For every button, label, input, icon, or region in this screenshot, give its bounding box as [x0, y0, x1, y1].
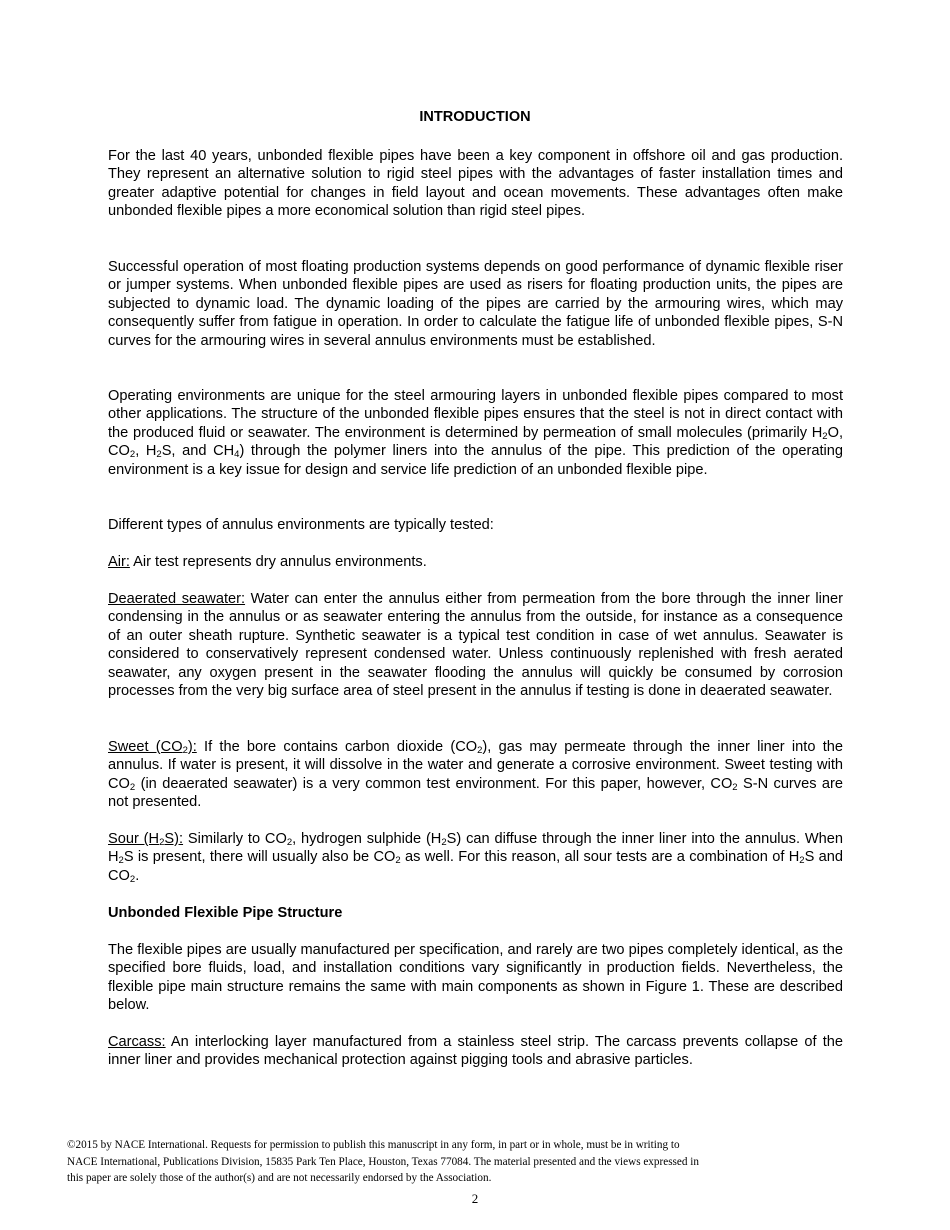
- paragraph-operating-environments: Operating environments are unique for the steel armouring layers in unbonded flexible pipes compared to most other applications. The structure of the unbonded flexible pipes ensures that the steel is not in direct contact with the produced fluid or seawater. The environment is determined by permeation of small molecules (primarily $H_2O$, $CO_2$, $H_2S$, and $CH_4$) through the polymer liners into the annulus of the pipe. This prediction of the operating environment is a key issue for design and service life prediction of an unbonded flexible pipe.: [108, 388, 844, 478]
- sour-label: Sour $(H_2S)$:: [108, 831, 184, 848]
- subsection-heading: Unbonded Flexible Pipe Structure: [108, 905, 343, 921]
- paragraph-floating-systems: Successful operation of most floating production systems depends on good performance of dynamic flexible riser or jumper systems. When unbonded flexible pipes are used as risers for floating production units, the pipes are subjected to dynamic load. The dynamic loading of the pipes are carried by the armouring wires, which may consequently suffer from fatigue in operation. In order to calculate the fatigue life of unbonded flexible pipes, S-N curves for the armouring wires in several annulus environments must be established.: [108, 259, 843, 349]
- footer-line: ©2015 by NACE International. Requests for permission to publish this manuscript in any form, in part or in whole, must be in writing to: [67, 1139, 680, 1151]
- section-heading: INTRODUCTION: [419, 109, 531, 125]
- paragraph-sour: Sour $(H_2S)$: Similarly to $CO_2$, hydrogen sulphide $(H_2S)$ can diffuse through the inner liner into the annulus. When $H_2S$ is present, there will usually also be $CO_2$ as well. For this reason, all sour tests are a combination of $H_2S$ and $CO_2$.: [108, 831, 844, 885]
- paragraph-environment-types: Different types of annulus environments are typically tested:: [108, 517, 494, 533]
- paragraph-sweet: Sweet $(CO_2)$: If the bore contains carbon dioxide $(CO_2)$, gas may permeate through the inner liner into the annulus. If water is present, it will dissolve in the water and generate a corrosive environment. Sweet testing with $CO_2$ (in deaerated seawater) is a very common test environment. For this paper, however, $CO_2$ S-N curves are not presented.: [108, 739, 843, 811]
- paragraph-deaerated-seawater: Deaerated seawater: Water can enter the annulus either from permeation from the bore through the inner liner condensing in the annulus or as seawater entering the annulus from the outside, for instance as a consequence of an outer sheath rupture. Synthetic seawater is a typical test condition in case of wet annulus. Seawater is considered to conservatively represent condensed water. Unless continuously replenished with fresh aerated seawater, any oxygen present in the seawater flooding the annulus will quickly be consumed by corrosion processes from the very big surface area of steel present in the annulus if testing is done in deaerated seawater.: [108, 591, 843, 700]
- footer-line: this paper are solely those of the author(s) and are not necessarily endorsed by the Association.: [67, 1172, 492, 1185]
- page-number: 2: [471, 1191, 479, 1206]
- footer-line: NACE International, Publications Division, 15835 Park Ten Place, Houston, Texas 77084. The material presented and the views expressed in: [67, 1155, 699, 1168]
- paragraph-air: Air: Air test represents dry annulus environments.: [108, 554, 427, 570]
- carcass-label: Carcass:: [108, 1034, 166, 1050]
- sweet-label: Sweet $(CO_2)$:: [108, 739, 197, 756]
- paragraph-carcass: Carcass: An interlocking layer manufactured from a stainless steel strip. The carcass prevents collapse of the inner liner and provides mechanical protection against pigging tools and abrasive particles.: [108, 1034, 843, 1069]
- air-label: Air:: [108, 554, 130, 570]
- copyright-footer: [67, 1137, 827, 1187]
- deaerated-label: Deaerated seawater:: [108, 591, 246, 607]
- paragraph-history: For the last 40 years, unbonded flexible pipes have been a key component in offshore oil and gas production. They represent an alternative solution to rigid steel pipes with the advantages of faster installation times and greater adaptive potential for changes in field layout and ocean movements. These advantages often make unbonded flexible pipes a more economical solution than rigid steel pipes.: [108, 148, 843, 220]
- paragraph-pipe-structure: The flexible pipes are usually manufactured per specification, and rarely are two pipes completely identical, as the specified bore fluids, load, and installation conditions vary significantly in production fields. Nevertheless, the flexible pipe main structure remains the same with main components as shown in Figure 1. These are described below.: [108, 942, 843, 1014]
